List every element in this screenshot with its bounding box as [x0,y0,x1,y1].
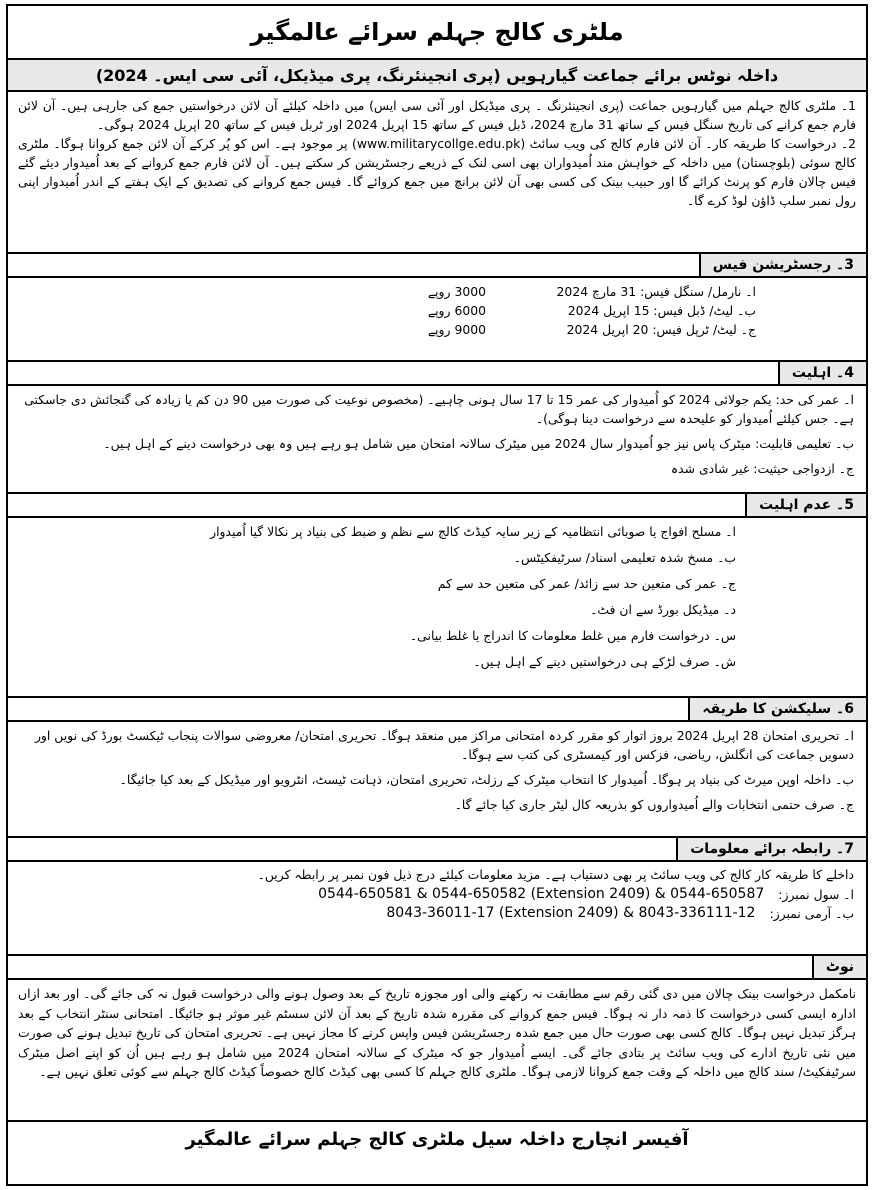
section-number: 3۔ [836,257,854,273]
section-title: عدم اہلیت [759,497,832,513]
intro-section [8,92,866,254]
selection-list [8,722,866,838]
fees-list [8,278,866,362]
eligibility-education: ب۔ تعلیمی قابلیت: میٹرک پاس نیز جو اُمیدوار سال 2024 میں میٹرک سالانہ امتحان میں شامل ہو رہے ہیں وہ بھی درخواست دینے کے اہل ہیں۔ [103,436,854,451]
section-header-ineligibility [8,494,866,518]
section-header-eligibility [8,362,866,386]
fee-row [8,301,866,320]
intro-paragraph-1: 1۔ ملٹری کالج جہلم میں گیارہویں جماعت (پری انجینئرنگ ۔ پری میڈیکل اور آئی سی ایس) میں داخلہ کیلئے آن لائن درخواستیں جمع کی جارہی ہیں۔ آن لائن فارم جمع کرانے کی تاریخ سنگل فیس کے ساتھ 31 مارچ 2024، ڈبل فیس کے ساتھ 15 اپریل 2024 اور ٹربل فیس کے ساتھ 20 اپریل 2024 ہوگی۔ [18,98,856,132]
civil-numbers-row [20,885,854,904]
note-title: نوٹ [812,956,866,978]
selection-call-letter: ج۔ صرف حتمی انتخابات والے اُمیدواروں کو بذریعہ کال لیٹر جاری کیا جائے گا۔ [454,797,854,812]
page-title: ملٹری کالج جہلم سرائے عالمگیر [8,6,866,60]
army-numbers-label: ب۔ آرمی نمبرز: [769,906,854,921]
fee-amount: 6000 روپے [427,303,486,318]
ineligibility-item: س۔ درخواست فارم میں غلط معلومات کا اندراج یا غلط بیانی۔ [409,628,736,643]
section-number: 5۔ [836,497,854,513]
eligibility-age: ا۔ عمر کی حد: یکم جولائی 2024 کو اُمیدوار کی عمر 15 تا 17 سال ہونی چاہیے۔ (مخصوص نوعیت کی صورت میں 90 دن کم یا زیادہ کی گنجائش دی جاسکتی ہے۔ جس کیلئے اُمیدوار کو علیحدہ سے درخواست دینا ہوگی)۔ [24,392,854,426]
fee-amount: 9000 روپے [427,322,486,337]
section-header-label [699,254,866,276]
eligibility-list [8,386,866,494]
section-header-label [745,494,866,516]
section-header-label [676,838,866,860]
section-title: سلیکشن کا طریقہ [702,701,832,717]
section-number: 6۔ [836,701,854,717]
contact-section [8,862,866,956]
section-title: اہلیت [791,365,832,381]
intro-paragraph-2: 2۔ درخواست کا طریقہ کار۔ آن لائن فارم کالج کی ویب سائٹ (www.militarycollge.edu.pk) پر موجود ہے۔ اس کو پُر کرکے آن لائن جمع کروانا ہوگا۔ ملٹری کالج سوئی (بلوچستان) میں داخلہ کے خواہش مند اُمیدواران بھی اسی لنک کے ذریعے رجسٹریشن کر سکتے ہیں۔ آن لائن فارم جمع کروانے کے بعد اُمیدوار دیئے گئے فیس چالان فارم کو پرنٹ کرائے گا اور حبیب بینک کی کسی بھی آن لائن برانچ میں جمع کروائے گا۔ فیس جمع کروانے کی تصدیق کے ایک ہفتے کے اندر اُمیدوار اپنی رول نمبر سلپ ڈاؤن لوڈ کرے گا۔ [18,136,856,208]
section-title: رابطہ برائے معلومات [690,841,832,857]
contact-intro: داخلے کا طریقہ کار کالج کی ویب سائٹ پر بھی دستیاب ہے۔ مزید معلومات کیلئے درج ذیل فون نمبر پر رابطہ کریں۔ [257,867,854,882]
section-header-selection [8,698,866,722]
selection-merit: ب۔ داخلہ اوپن میرٹ کی بنیاد پر ہوگا۔ اُمیدوار کا انتخاب میٹرک کے رزلٹ، تحریری امتحان، ذہانت ٹیسٹ، انٹرویو اور میڈیکل کے بعد کیا جائیگا۔ [119,772,854,787]
section-number: 7۔ [836,841,854,857]
ineligibility-item: ب۔ مسخ شدہ تعلیمی اسناد/ سرٹیفکیٹس۔ [513,550,736,565]
note-text: نامکمل درخواست بینک چالان میں دی گئی رقم سے مطابقت نہ رکھنے والی اور مجوزہ تاریخ کے بعد وصول ہونے والی درخواست قبول نہ کی جائے گی۔ اور بعد ازاں ادارہ ایسی کسی درخواست کا ذمہ دار نہ ہوگا۔ فیس جمع کروانے کی مقررہ شدہ تاریخ کے بعد آن لائن سسٹم غیر موثر ہو جائیگا۔ امتحانی سنٹر انتخاب کے بعد ہرگز تبدیل نہیں ہوگا۔ کالج کسی بھی صورت حال میں جمع شدہ رجسٹریشن فیس واپس کرنے کا مجاز نہیں ہے۔ تحریری امتحان کی تاریخ تبدیل ہونے کی صورت میں نئی تاریخ ادارے کی ویب سائٹ پر بتادی جائے گی۔ ایسے اُمیدوار جو کہ میٹرک کے سالانہ امتحان 2024 میں شامل ہو رہے ہیں اُن کو اپنے اصل میٹرک سرٹیفکیٹ/ سند کالج میں داخلہ کے وقت جمع کروانا لازمی ہوگا۔ ملٹری کالج جہلم کا کسی بھی کیڈٹ کالج خصوصاً کیڈٹ کالج جہلم سے کوئی تعلق نہیں ہے۔ [8,980,866,1122]
fee-amount: 3000 روپے [427,284,486,299]
selection-written-test: ا۔ تحریری امتحان 28 اپریل 2024 بروز اتوار کو مقرر کردہ امتحانی مراکز میں منعقد ہوگا۔ تحریری امتحان/ معروضی سوالات پنجاب ٹیکسٹ بورڈ کی نویں اور دسویں جماعت کی انگلش، ریاضی، فزکس اور کیمسٹری کی کتب سے ہوگا۔ [34,728,854,762]
eligibility-marital: ج۔ ازدواجی حیثیت: غیر شادی شدہ [670,461,854,476]
ineligibility-list [8,518,866,698]
admission-notice [6,4,868,1186]
fee-label: ج۔ لیٹ/ ٹرپل فیس: 20 اپریل 2024 [566,322,756,337]
army-phone-numbers: 8043-36011-17 (Extension 2409) & 8043-336111-12 [386,905,756,921]
ineligibility-item: ج۔ عمر کی متعین حد سے زائد/ عمر کی متعین حد سے کم [437,576,736,591]
section-header-contact [8,838,866,862]
fee-row [8,282,866,301]
section-title: رجسٹریشن فیس [712,257,832,273]
fee-label: ا۔ نارمل/ سنگل فیس: 31 مارچ 2024 [556,284,756,299]
section-number: 4۔ [836,365,854,381]
civil-numbers-label: ا۔ سول نمبرز: [778,887,854,902]
footer-signature: آفیسر انچارج داخلہ سیل ملٹری کالج جہلم سرائے عالمگیر [185,1128,689,1150]
fee-row [8,320,866,339]
section-header-label [778,362,866,384]
section-header-label [688,698,866,720]
ineligibility-item: ا۔ مسلح افواج یا صوبائی انتظامیہ کے زیر سایہ کیڈٹ کالج سے نظم و ضبط کی بنیاد پر نکالا گیا اُمیدوار [210,524,736,539]
army-numbers-row [20,904,854,923]
section-header-note [8,956,866,980]
section-header-fees [8,254,866,278]
notice-subtitle: داخلہ نوٹس برائے جماعت گیارہویں (پری انجینئرنگ، پری میڈیکل، آئی سی ایس۔ 2024) [8,60,866,92]
fee-label: ب۔ لیٹ/ ڈبل فیس: 15 اپریل 2024 [567,303,756,318]
ineligibility-item: د۔ میڈیکل بورڈ سے ان فٹ۔ [590,602,736,617]
ineligibility-item: ش۔ صرف لڑکے ہی درخواستیں دینے کے اہل ہیں۔ [473,654,736,669]
civil-phone-numbers: 0544-650581 & 0544-650582 (Extension 2409) & 0544-650587 [318,886,765,902]
